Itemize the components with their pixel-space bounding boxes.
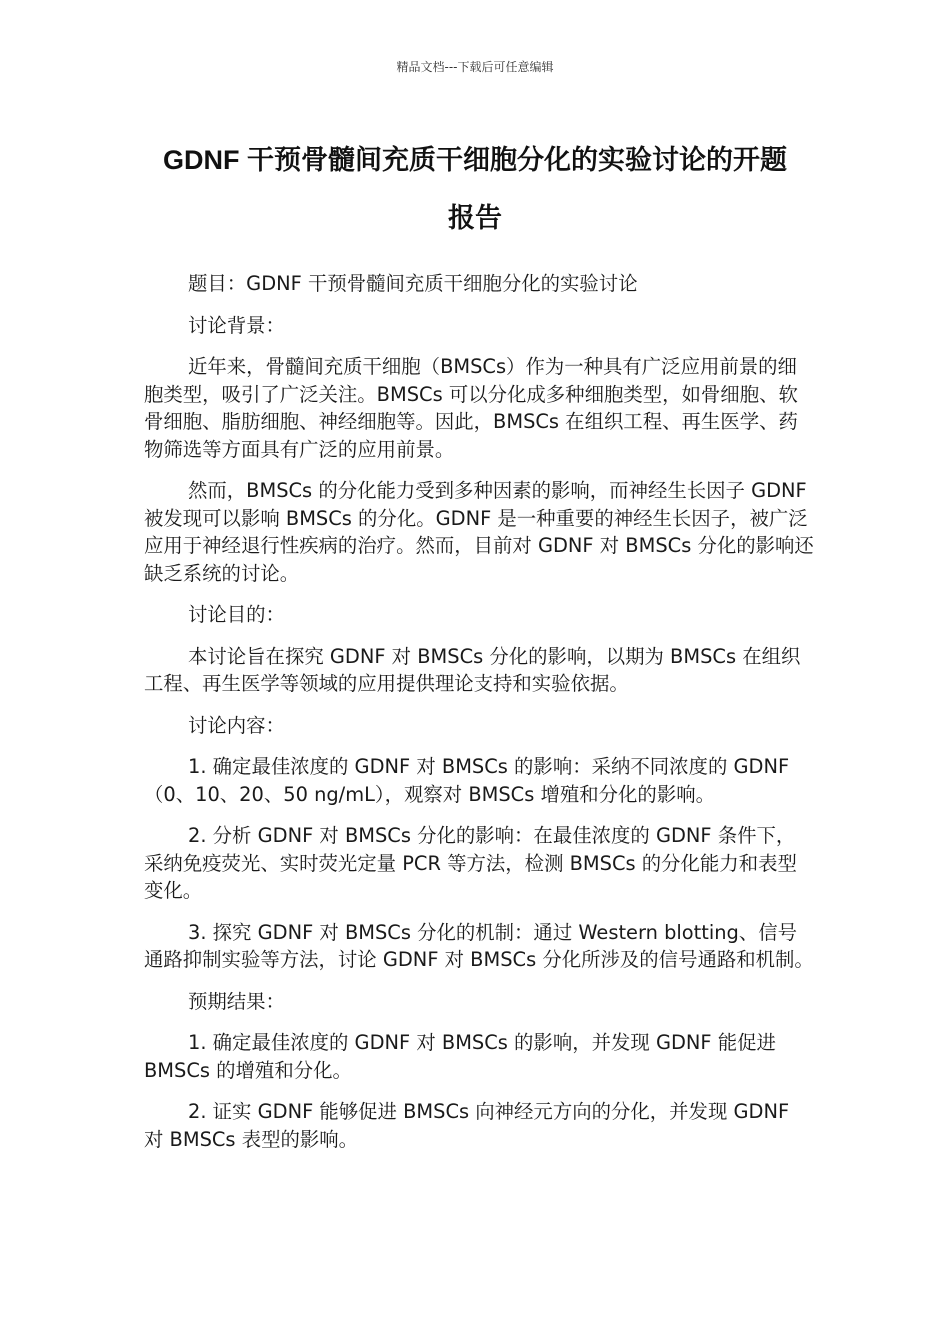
content-item-1: 1. 确定最佳浓度的 GDNF 对 BMSCs 的影响：采纳不同浓度的 GDNF（0、10、20、50 ng/mL），观察对 BMSCs 增殖和分化的影响。 — [144, 755, 790, 806]
header-note: 精品文档---下载后可任意编辑 — [396, 60, 554, 74]
background-paragraph-1: 近年来，骨髓间充质干细胞（BMSCs）作为一种具有广泛应用前景的细胞类型，吸引了广泛关注。BMSCs 可以分化成多种细胞类型，如骨细胞、软骨细胞、脂肪细胞、神经细胞等。因此，BMSCs 在组织工程、再生医学、药物筛选等方面具有广泛的应用前景。 — [144, 355, 798, 461]
purpose-paragraph: 本讨论旨在探究 GDNF 对 BMSCs 分化的影响，以期为 BMSCs 在组织工程、再生医学等领域的应用提供理论支持和实验依据。 — [144, 644, 801, 695]
topic-paragraph: 题目：GDNF 干预骨髓间充质干细胞分化的实验讨论 — [188, 272, 638, 295]
result-item-1: 1. 确定最佳浓度的 GDNF 对 BMSCs 的影响，并发现 GDNF 能促进 BMSCs 的增殖和分化。 — [144, 1031, 776, 1082]
content-item-3: 3. 探究 GDNF 对 BMSCs 分化的机制：通过 Western blotting、信号通路抑制实验等方法，讨论 GDNF 对 BMSCs 分化所涉及的信号通路和机制。 — [144, 920, 814, 971]
background-paragraph-2: 然而，BMSCs 的分化能力受到多种因素的影响，而神经生长因子 GDNF 被发现可以影响 BMSCs 的分化。GDNF 是一种重要的神经生长因子，被广泛应用于神经退行性疾病的治疗。然而，目前对 GDNF 对 BMSCs 分化的影响还缺乏系统的讨论。 — [144, 479, 814, 585]
section-heading-expected-results: 预期结果： — [188, 989, 285, 1013]
section-heading-content: 讨论内容： — [188, 713, 285, 737]
section-heading-background: 讨论背景： — [188, 313, 285, 337]
section-heading-purpose: 讨论目的： — [188, 603, 285, 626]
document-body — [144, 270, 814, 1167]
document-title-line-1: GDNF 干预骨髓间充质干细胞分化的实验讨论的开题 — [163, 145, 787, 175]
result-item-2: 2. 证实 GDNF 能够促进 BMSCs 向神经元方向的分化，并发现 GDNF 对 BMSCs 表型的影响。 — [144, 1100, 790, 1151]
document-title-line-2: 报告 — [448, 203, 502, 233]
content-item-2: 2. 分析 GDNF 对 BMSCs 分化的影响：在最佳浓度的 GDNF 条件下，采纳免疫荧光、实时荧光定量 PCR 等方法，检测 BMSCs 的分化能力和表型变化。 — [144, 824, 797, 902]
